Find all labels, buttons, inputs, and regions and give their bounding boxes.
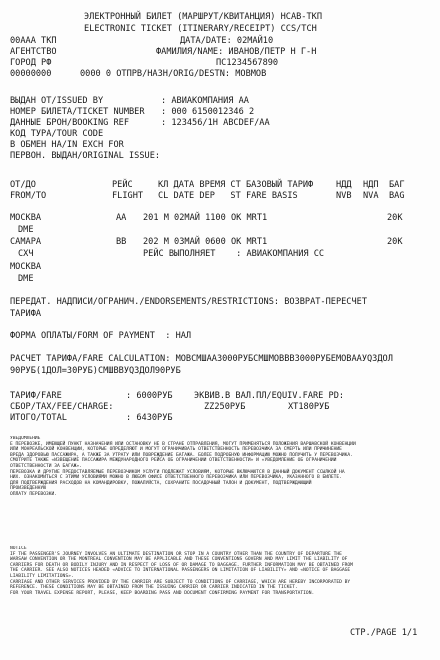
endorsements-line-2: ТАРИФА <box>10 309 42 319</box>
col-from-to-en: FROM/TO <box>10 191 47 201</box>
ticket-number-value: : 000 6150012346 2 <box>161 107 255 117</box>
col-details-ru: КЛ ДАТА ВРЕМЯ СТ БАЗОВЫЙ ТАРИФ <box>158 180 314 190</box>
operated-by: РЕЙС ВЫПОЛНЯЕТ : АВИАКОМПАНИЯ СС <box>143 249 325 259</box>
agency-code: 00ААА ТКП <box>10 36 57 46</box>
tax-label: СБОР/TAX/FEE/CHARGE: <box>10 402 114 412</box>
col-from-to-ru: ОТ/ДО <box>10 180 36 190</box>
fare-label: ТАРИФ/FARE <box>10 391 62 401</box>
col-bag-en: BAG <box>389 191 405 201</box>
issued-by-label: ВЫДАН ОТ/ISSUED BY <box>10 96 104 106</box>
col-nva-ru: НДП <box>363 180 379 190</box>
segment-2-carrier: ВВ <box>116 237 127 247</box>
tax-xt: XT180РУБ <box>288 402 330 412</box>
equiv-fare-label: ЭКВИВ.В ВАЛ.ПЛ/EQUIV.FARE PD: <box>194 391 345 401</box>
fare-calc-line-2: 90РУБ(1ДОЛ=30РУБ)СМШВВУQ3ДОЛ90РУБ <box>10 366 181 376</box>
notice-en: NOTICE IF THE PASSENGER'S JOURNEY INVOLVES AN ULTIMATE DESTINATION OR STOP IN A COUNTRY OTHER THAN THE COUNTRY OF DEPARTURE THE WARSAW CONVENTION OR THE MONTREAL CONVENTION MAY BE APPLICABLE AND THESE CONVENTIONS GOVERN AND MAY LIMIT THE LIABILITY OF CARRIERS FOR DEATH OR BODILY INJURY AND IN RESPECT OF LOSS OF OR DAMAGE TO BAGGAGE. FURTHER INFORMATION MAY BE OBTAINED FROM THE CARRIER. SEE ALSO NOTICES HEADED «ADVICE TO INTERNATIONAL PASSENGERS ON LIMITATION OF LIABILITY» AND «NOTICE OF BAGGAGE LIABILITY LIMITATIONS». CARRIAGE AND OTHER SERVICES PROVIDED BY THE CARRIER ARE SUBJECT TO CONDITIONS OF CARRIAGE, WHICH ARE HEREBY INCORPORATED BY REFERENCE. THESE CONDITIONS MAY BE OBTAINED FROM THE ISSUING CARRIER OR CARRIER INDICATED IN THE TICKET. FOR YOUR TRAVEL EXPENSE REPORT, PLEASE, KEEP BOARDING PASS AND DOCUMENT CONFIRMING PAYMENT FOR TRANSPORTATION. <box>10 546 353 596</box>
exchange-label: В ОБМЕН НА/IN EXCH FOR <box>10 140 124 150</box>
segment-2-city: САМАРА <box>10 237 42 247</box>
booking-ref-label: ДАННЫЕ БРОН/BOOKING REF <box>10 118 129 128</box>
total-label: ИТОГО/TOTAL <box>10 413 67 423</box>
segment-1-airport: DME <box>18 225 34 235</box>
agency-label: АГЕНТСТВО <box>10 47 57 57</box>
total-value: : 6430РУБ <box>126 413 173 423</box>
segment-2-bag: 20К <box>387 237 403 247</box>
original-issue-label: ПЕРВОН. ВЫДАН/ORIGINAL ISSUE: <box>10 151 161 161</box>
col-nvb-en: NVB <box>336 191 352 201</box>
col-nvb-ru: НДД <box>336 180 352 190</box>
col-bag-ru: БАГ <box>389 180 405 190</box>
booking-ref-value: : 123456/1Н АВСDЕF/АА <box>161 118 270 128</box>
col-nva-en: NVA <box>363 191 379 201</box>
segment-2-airport: СХЧ <box>18 249 34 259</box>
col-flight-en: FLIGHT <box>112 191 144 201</box>
name-line: ФАМИЛИЯ/NAME: ИВАНОВ/ПЕТР Н Г-Н <box>156 47 317 57</box>
page-indicator: СТР./PAGE 1/1 <box>350 628 418 638</box>
title-ru: ЭЛЕКТРОННЫЙ БИЛЕТ (МАРШРУТ/КВИТАНЦИЯ) НСАВ-ТКП <box>84 12 322 22</box>
segment-1-city: МОСКВА <box>10 213 42 223</box>
segment-1-details: 201 М 02МАЙ 1100 ОК МRТ1 <box>143 213 268 223</box>
issued-by-value: : АВИАКОМПАНИЯ АА <box>161 96 249 106</box>
col-flight-ru: РЕЙС <box>112 180 133 190</box>
col-details-en: CL DATE DEP ST FARE BASIS <box>158 191 298 201</box>
ticket-number-label: НОМЕР БИЛЕТА/TICKET NUMBER <box>10 107 145 117</box>
segment-1-carrier: АА <box>116 213 127 223</box>
fare-calc-line-1: РАСЧЕТ ТАРИФА/FARE CALCULATION: МОВСМШАА3000РУБСМШМОВВВ3000РУБЕМОВААУQ3ДОЛ <box>10 354 393 364</box>
city-label: ГОРОД РФ <box>10 58 52 68</box>
pc-number: ПС1234567890 <box>216 58 279 68</box>
orig-destn-line: 0000 0 ОТПРВ/НАЗН/ORIG/DESTN: МОВМОВ <box>80 69 267 79</box>
date-line: ДАТА/DATE: 02МАЙ10 <box>180 36 274 46</box>
tax-zz: ZZ250РУБ <box>204 402 246 412</box>
segment-2-details: 202 М 03МАЙ 0600 ОК МRТ1 <box>143 237 268 247</box>
notice-ru: УВЕДОМЛЕНИЕ Е ПЕРЕВОЗКЕ, ИМЕЮЩЕЙ ПУНКТ НАЗНАЧЕНИЯ ИЛИ ОСТАНОВКУ НЕ В СТРАНЕ ОТПРАВЛЕНИЯ, МОГУТ ПРИМЕНЯТЬСЯ ПОЛОЖЕНИЯ ВАРШАВСКОЙ КОНВЕНЦИИ ИЛИ МОНРЕАЛЬСКОЙ КОНВЕНЦИИ, КОТОРЫЕ ОПРЕДЕЛЯЮТ И МОГУТ ОГРАНИЧИВАТЬ ОТВЕТСТВЕННОСТЬ ПЕРЕВОЗЧИКА ЗА СМЕРТЬ ИЛИ ПРИЧИНЕНИЕ ВРЕДА ЗДОРОВЬЮ ПАССАЖИРА, А ТАКЖЕ ЗА УТРАТУ ИЛИ ПОВРЕЖДЕНИЕ БАГАЖА. БОЛЕЕ ПОДРОБНУЮ ИНФОРМАЦИЮ МОЖНО ПОЛУЧИТЬ У ПЕРЕВОЗЧИКА. СМОТРИТЕ ТАКЖЕ «ИЗВЕЩЕНИЕ ПАССАЖИРА МЕЖДУНАРОДНОГО РЕЙСА ОБ ОГРАНИЧЕНИИ ОТВЕТСТВЕННОСТИ» И «УВЕДОМЛЕНИЕ ОБ ОГРАНИЧЕНИИ ОТВЕТСТВЕННОСТИ ЗА БАГАЖ». ПЕРЕВОЗКА И ДРУГИЕ ПРЕДОСТАВЛЯЕМЫЕ ПЕРЕВОЗЧИКОМ УСЛУГИ ПОДЛЕЖАТ УСЛОВИЯМ, КОТОРЫЕ ВКЛЮЧАЮТСЯ В ДАННЫЙ ДОКУМЕНТ ССЫЛКОЙ НА НИХ. ОЗНАКОМИТЬСЯ С ЭТИМИ УСЛОВИЯМИ МОЖНО В ЛЮБОМ ОФИСЕ ОТВЕТСТВЕННОГО ПЕРЕВОЗЧИКА ИЛИ ПЕРЕВОЗЧИКА, УКАЗАННОГО В БИЛЕТЕ. ДЛЯ ПОДТВЕРЖДЕНИЯ РАСХОДОВ НА КОМАНДИРОВКУ, ПОЖАЛУЙСТА, СОХРАНИТЕ ПОСАДОЧНЫЙ ТАЛОН И ДОКУМЕНТ, ПОДТВЕРЖДАЮЩИЙ ПРОИЗВЕДЕННУЮ ОПЛАТУ ПЕРЕВОЗКИ. <box>10 436 356 497</box>
form-of-payment: ФОРМА ОПЛАТЫ/FORM OF PAYMENT : НАЛ <box>10 331 192 341</box>
tour-code-label: КОД ТУРА/TOUR CODE <box>10 129 104 139</box>
zeros-code: 00000000 <box>10 69 52 79</box>
endorsements-line-1: ПЕРЕДАТ. НАДПИСИ/ОГРАНИЧ./ENDORSEMENTS/RESTRICTIONS: ВОЗВРАТ-ПЕРЕСЧЕТ <box>10 297 367 307</box>
final-city: МОСКВА <box>10 262 42 272</box>
final-airport: DME <box>18 274 34 284</box>
fare-value: : 6000РУБ <box>126 391 173 401</box>
title-en: ELECTRONIC TICKET (ITINERARY/RECEIPT) CCS/TCH <box>84 24 317 34</box>
segment-1-bag: 20К <box>387 213 403 223</box>
